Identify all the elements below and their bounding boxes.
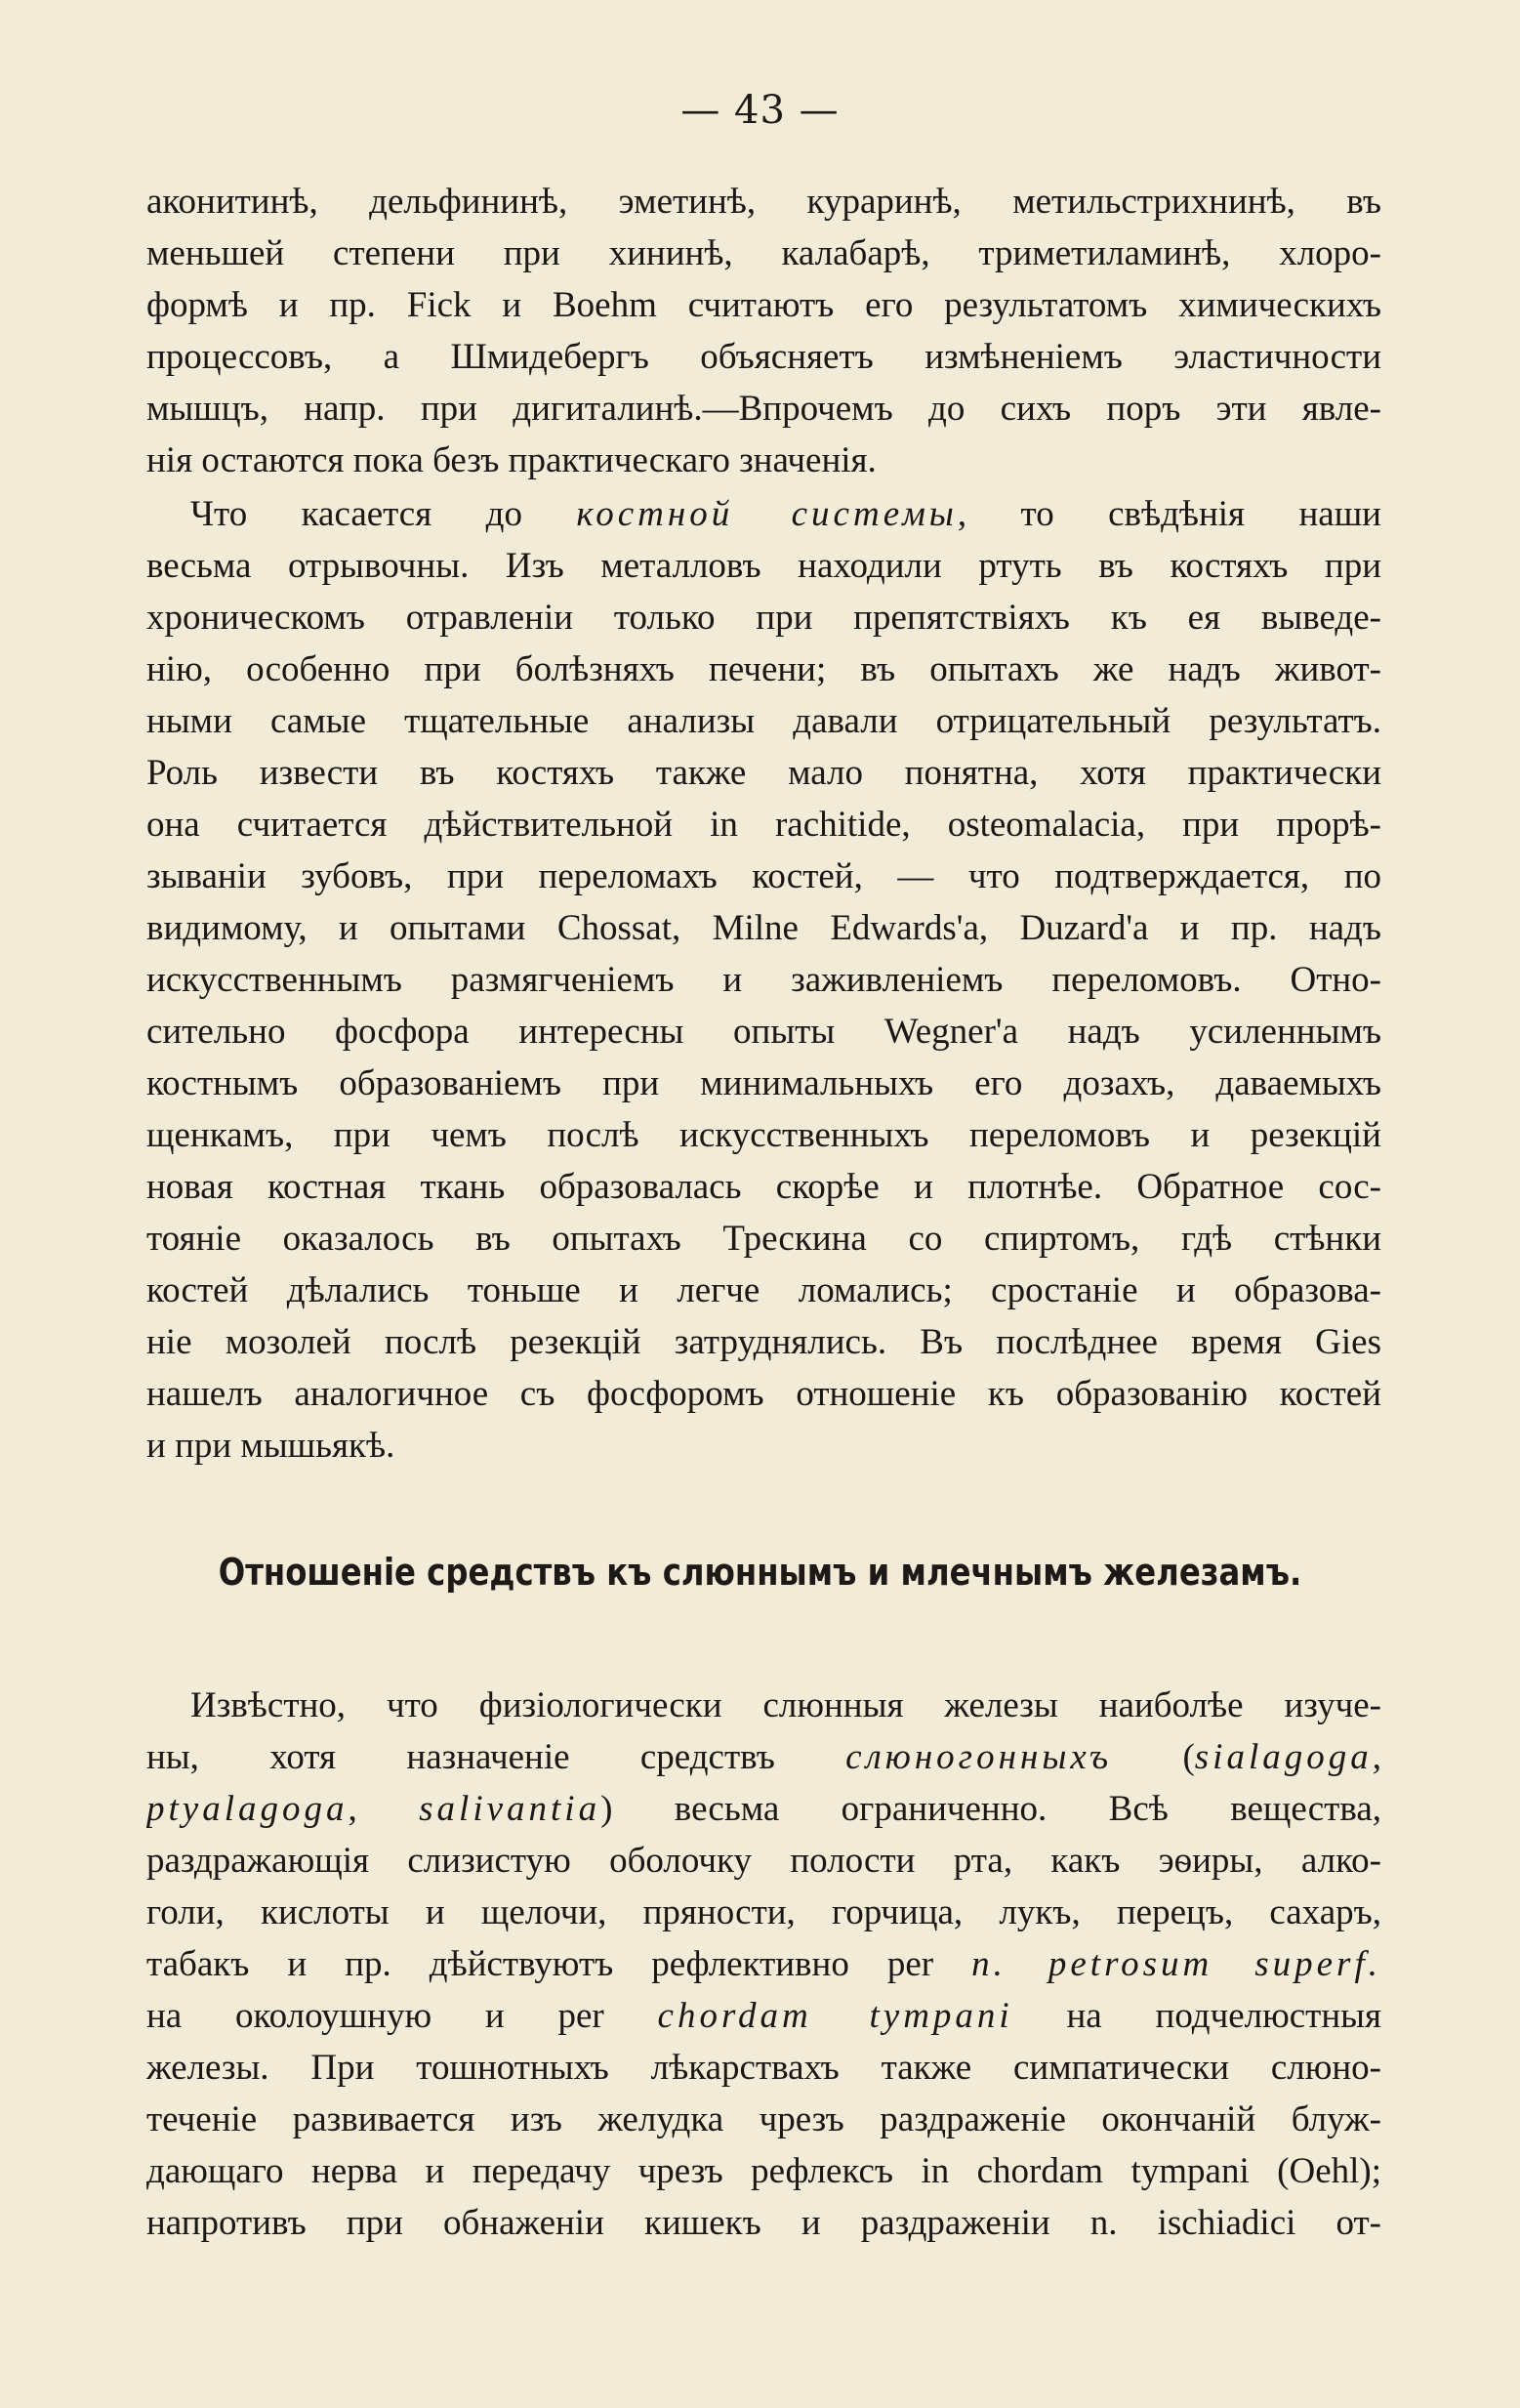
- text-line: раздражающія слизистую оболочку полости рта, какъ эѳиры, алко-: [146, 1841, 1381, 1881]
- emphasis-sialagoga: sialagoga: [1194, 1737, 1373, 1777]
- text-line: аконитинѣ, дельфининѣ, эметинѣ, кураринѣ, метильстрихнинѣ, въ: [146, 182, 1381, 222]
- text-span: на околоушную и per: [146, 1996, 658, 2036]
- text-span: Что касается до: [190, 494, 577, 534]
- text-line: дающаго нерва и передачу чрезъ рефлексъ in chordam tympani (Oehl);: [146, 2151, 1381, 2191]
- text-span: ) весьма ограниченно. Всѣ вещества,: [600, 1789, 1381, 1829]
- text-line: она считается дѣйствительной in rachitide, osteomalacia, при прорѣ-: [146, 805, 1381, 845]
- text-line: нія остаются пока безъ практическаго значенія.: [146, 440, 877, 480]
- text-line: тояніе оказалось въ опытахъ Трескина со спиртомъ, гдѣ стѣнки: [146, 1219, 1381, 1259]
- text-line: зываніи зубовъ, при переломахъ костей, — что подтверждается, по: [146, 856, 1381, 896]
- paragraph-bone-system: [146, 488, 1381, 1472]
- emphasis-bone-system: костной системы: [576, 494, 958, 534]
- text-line: сительно фосфора интересны опыты Wegner'а надъ усиленнымъ: [146, 1012, 1381, 1052]
- text-line: щенкамъ, при чемъ послѣ искусственныхъ переломовъ и резекцій: [146, 1115, 1381, 1155]
- text-line: [146, 488, 1381, 540]
- text-line: ными самые тщательные анализы давали отрицательный результатъ.: [146, 701, 1381, 741]
- text-line: формѣ и пр. Fick и Boehm считаютъ его результатомъ химическихъ: [146, 285, 1381, 325]
- text-line: видимому, и опытами Chossat, Milne Edwards'а, Duzard'а и пр. надъ: [146, 908, 1381, 948]
- text-line: теченіе развивается изъ желудка чрезъ раздраженіе окончаній блуж-: [146, 2099, 1381, 2139]
- text-line: костей дѣлались тоньше и легче ломались; сростаніе и образова-: [146, 1270, 1381, 1310]
- text-span: табакъ и пр. дѣйствуютъ рефлективно per: [146, 1944, 972, 1984]
- emphasis-sialagogues: слюногонныхъ: [845, 1737, 1113, 1777]
- paragraph-salivary-glands: [146, 1680, 1381, 2249]
- text-line: Роль извести въ костяхъ также мало понятна, хотя практически: [146, 753, 1381, 793]
- text-span: ,: [1372, 1737, 1381, 1777]
- text-line: железы. При тошнотныхъ лѣкарствахъ также симпатически слюно-: [146, 2048, 1381, 2088]
- text-line: весьма отрывочны. Изъ металловъ находили ртуть въ костяхъ при: [146, 546, 1381, 586]
- text-line: нашелъ аналогичное съ фосфоромъ отношеніе къ образованію костей: [146, 1374, 1381, 1414]
- text-line: [146, 1783, 1381, 1835]
- text-span: ,: [348, 1789, 420, 1829]
- text-line: процессовъ, а Шмидебергъ объясняетъ измѣненіемъ эластичности: [146, 337, 1381, 377]
- text-line: Извѣстно, что физіологически слюнныя железы наиболѣе изуче-: [190, 1685, 1381, 1725]
- text-span: , то свѣдѣнія наши: [957, 494, 1381, 534]
- text-line: нію, особенно при болѣзняхъ печени; въ опытахъ же надъ живот-: [146, 649, 1381, 689]
- emphasis-chorda-tympani: chordam tympani: [657, 1996, 1013, 2036]
- text-span: (: [1112, 1737, 1195, 1777]
- text-line: напротивъ при обнаженіи кишекъ и раздраженіи n. ischiadici от-: [146, 2203, 1381, 2243]
- text-line: [146, 1990, 1381, 2042]
- text-line: ніе мозолей послѣ резекцій затруднялись. Въ послѣднее время Gies: [146, 1322, 1381, 1362]
- text-span: на подчелюстныя: [1012, 1996, 1381, 2036]
- text-line: костнымъ образованіемъ при минимальныхъ его дозахъ, даваемыхъ: [146, 1063, 1381, 1103]
- text-line: искусственнымъ размягченіемъ и заживленіемъ переломовъ. Отно-: [146, 960, 1381, 1000]
- text-line: новая костная ткань образовалась скорѣе и плотнѣе. Обратное сос-: [146, 1167, 1381, 1207]
- emphasis-petrosum: n. petrosum superf.: [971, 1944, 1381, 1984]
- text-line: и при мышьякѣ.: [146, 1426, 395, 1466]
- emphasis-ptyalagoga: ptyalagoga: [146, 1789, 349, 1829]
- page-number: — 43 —: [680, 88, 840, 133]
- text-line: голи, кислоты и щелочи, пряности, горчица, лукъ, перецъ, сахаръ,: [146, 1892, 1381, 1932]
- text-line: мышцъ, напр. при дигиталинѣ.—Впрочемъ до сихъ поръ эти явле-: [146, 389, 1381, 429]
- text-line: [146, 1731, 1381, 1783]
- emphasis-salivantia: salivantia: [419, 1789, 601, 1829]
- text-line: хроническомъ отравленіи только при препятствіяхъ къ ея выведе-: [146, 598, 1381, 638]
- section-heading: Отношеніе средствъ къ слюннымъ и млечнымъ железамъ.: [218, 1551, 1302, 1594]
- paragraph-muscle-contraction: [146, 176, 1381, 486]
- text-line: [146, 1938, 1381, 1990]
- text-line: меньшей степени при хининѣ, калабарѣ, триметиламинѣ, хлоро-: [146, 233, 1381, 273]
- text-span: ны, хотя назначеніе средствъ: [146, 1737, 846, 1777]
